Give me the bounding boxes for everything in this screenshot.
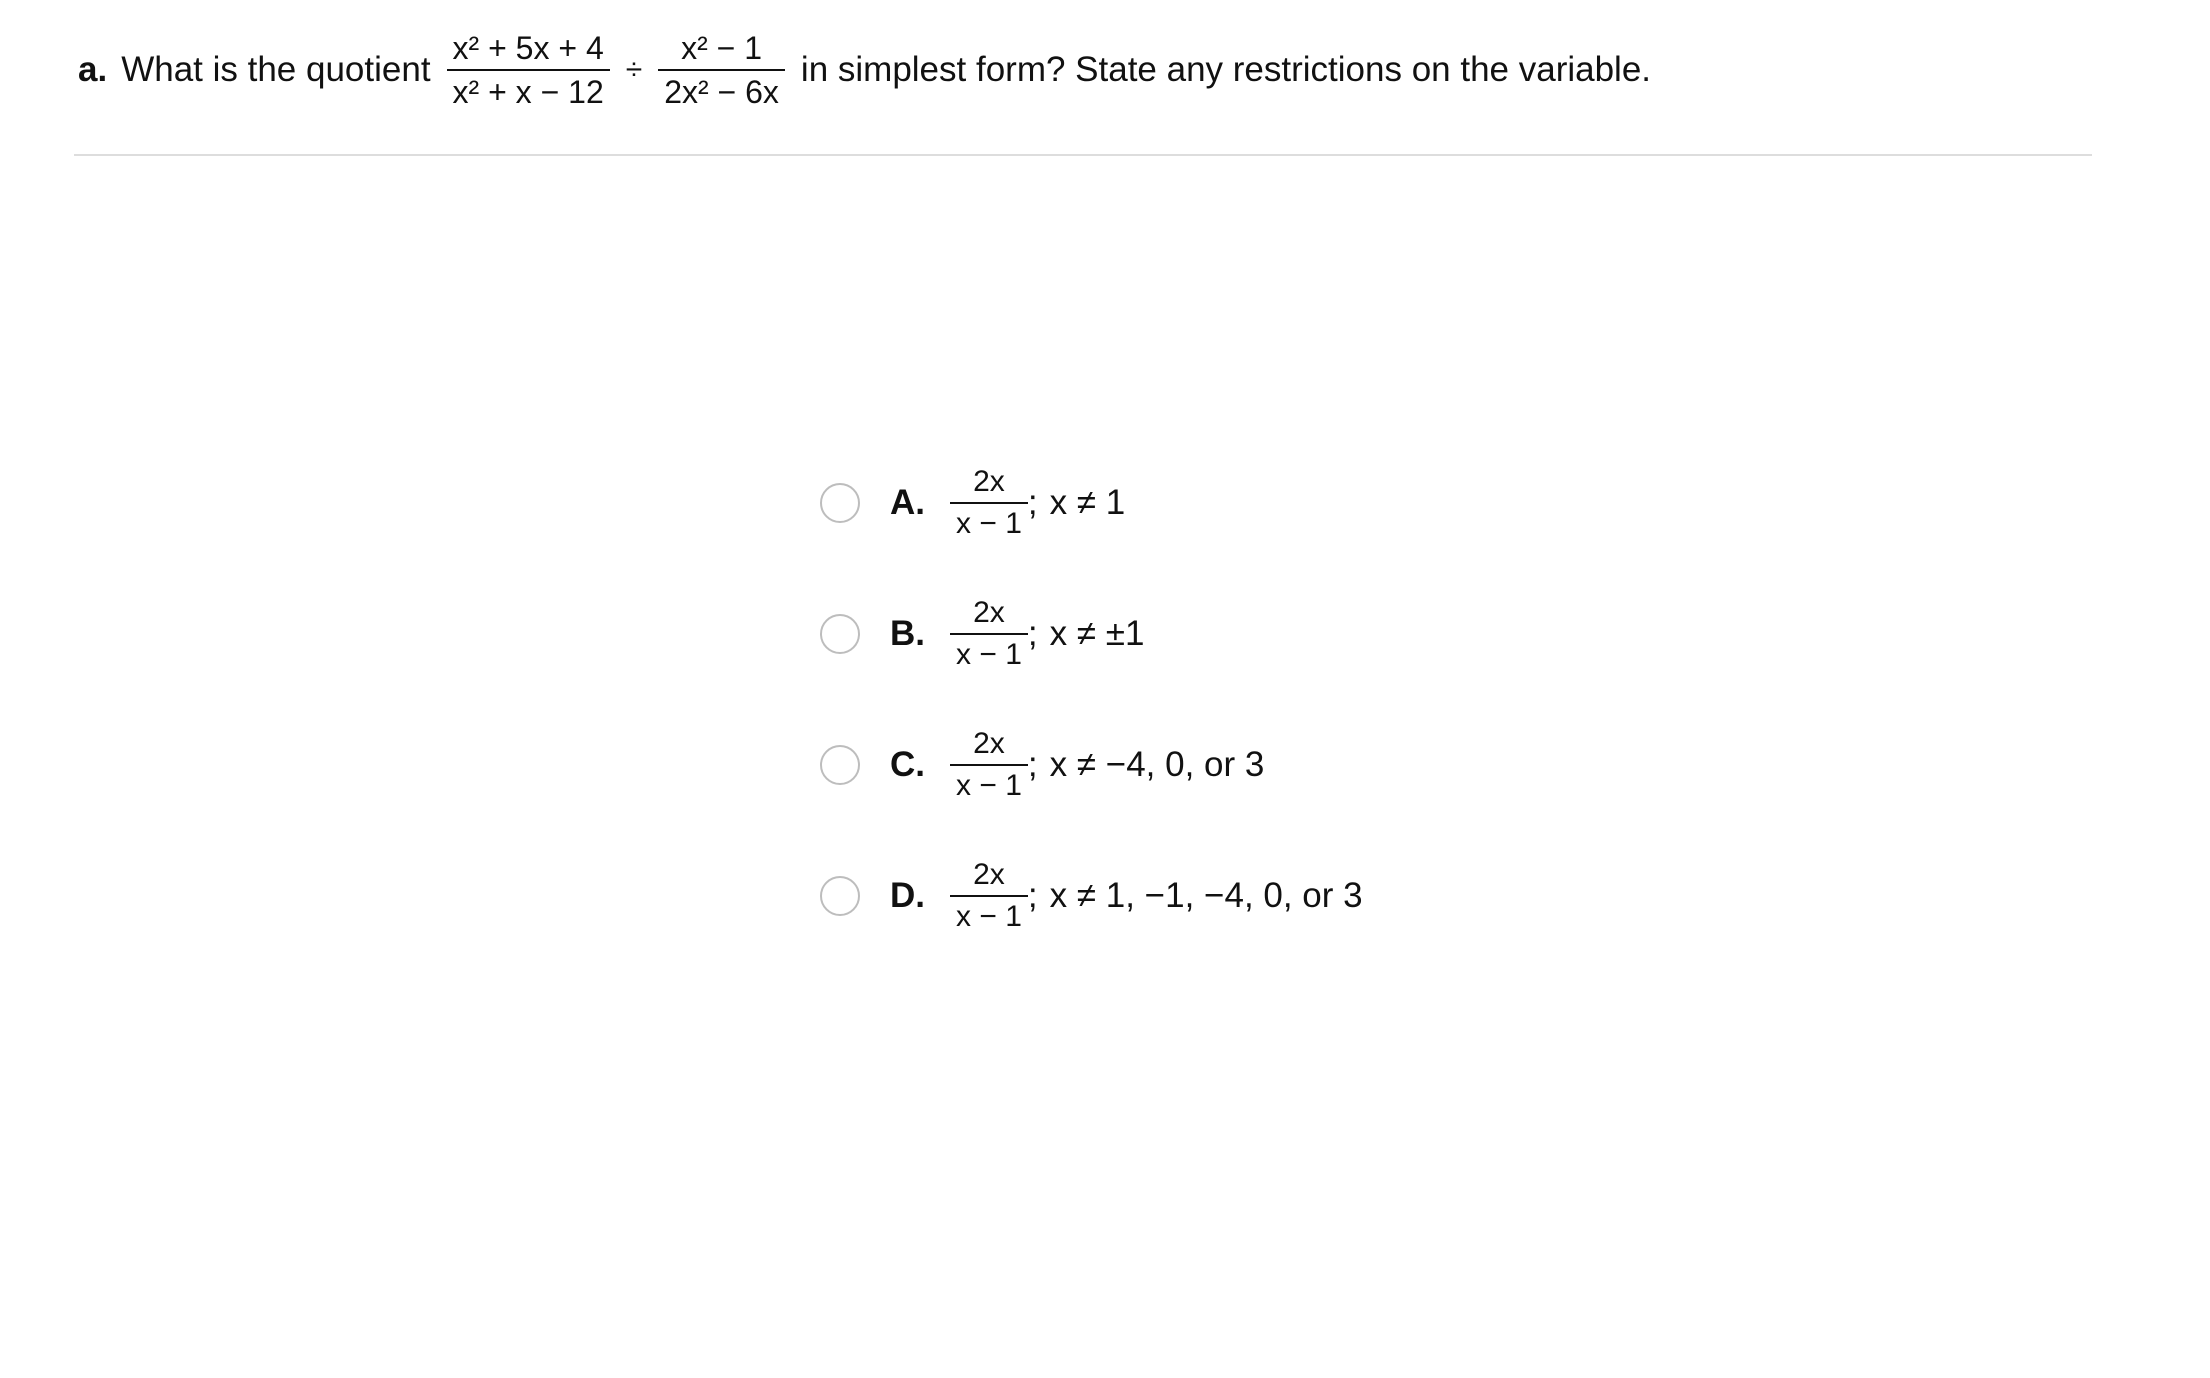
option-fraction-bar bbox=[950, 633, 1028, 635]
question-label: a. bbox=[78, 50, 108, 89]
option-fraction-bar bbox=[950, 502, 1028, 504]
radio-button-d[interactable] bbox=[820, 876, 860, 916]
question-text-after: in simplest form? State any restrictions on the variable. bbox=[800, 50, 1652, 89]
option-letter: A. bbox=[890, 483, 925, 522]
option-denominator: x − 1 bbox=[956, 638, 1022, 671]
question-divider bbox=[74, 154, 2092, 156]
fraction-1-denominator: x² + x − 12 bbox=[452, 74, 604, 110]
option-denominator: x − 1 bbox=[956, 769, 1022, 802]
answer-option-a[interactable] bbox=[820, 463, 1125, 543]
fraction-2-denominator: 2x² − 6x bbox=[664, 74, 779, 110]
option-separator: ; bbox=[1027, 483, 1038, 522]
option-letter: C. bbox=[890, 745, 925, 784]
option-denominator: x − 1 bbox=[956, 507, 1022, 540]
fraction-1-bar bbox=[447, 69, 610, 71]
division-operator: ÷ bbox=[625, 53, 643, 86]
option-numerator: 2x bbox=[973, 465, 1005, 498]
radio-button-c[interactable] bbox=[820, 745, 860, 785]
option-letter: D. bbox=[890, 876, 925, 915]
fraction-1-numerator: x² + 5x + 4 bbox=[452, 29, 604, 66]
option-separator: ; bbox=[1027, 745, 1038, 784]
answer-option-c[interactable] bbox=[820, 725, 1264, 805]
option-numerator: 2x bbox=[973, 596, 1005, 629]
radio-button-a[interactable] bbox=[820, 483, 860, 523]
option-fraction bbox=[950, 464, 1028, 542]
question-fraction-2 bbox=[658, 29, 785, 112]
option-separator: ; bbox=[1027, 614, 1038, 653]
question-fraction-1 bbox=[447, 29, 610, 112]
answer-option-b[interactable] bbox=[820, 594, 1144, 674]
radio-button-b[interactable] bbox=[820, 614, 860, 654]
option-restriction: x ≠ −4, 0, or 3 bbox=[1049, 745, 1265, 784]
option-fraction bbox=[950, 726, 1028, 804]
option-restriction: x ≠ ±1 bbox=[1049, 614, 1145, 653]
option-fraction bbox=[950, 595, 1028, 673]
option-restriction: x ≠ 1, −1, −4, 0, or 3 bbox=[1049, 876, 1363, 915]
question-text-before: What is the quotient bbox=[121, 50, 431, 89]
fraction-2-bar bbox=[658, 69, 785, 71]
option-fraction-bar bbox=[950, 764, 1028, 766]
option-separator: ; bbox=[1027, 876, 1038, 915]
option-denominator: x − 1 bbox=[956, 900, 1022, 933]
answer-option-d[interactable] bbox=[820, 856, 1363, 936]
option-fraction bbox=[950, 857, 1028, 935]
option-numerator: 2x bbox=[973, 858, 1005, 891]
option-fraction-bar bbox=[950, 895, 1028, 897]
question-prompt bbox=[78, 20, 1651, 120]
option-letter: B. bbox=[890, 614, 925, 653]
option-numerator: 2x bbox=[973, 727, 1005, 760]
option-restriction: x ≠ 1 bbox=[1049, 483, 1126, 522]
fraction-2-numerator: x² − 1 bbox=[681, 29, 763, 66]
